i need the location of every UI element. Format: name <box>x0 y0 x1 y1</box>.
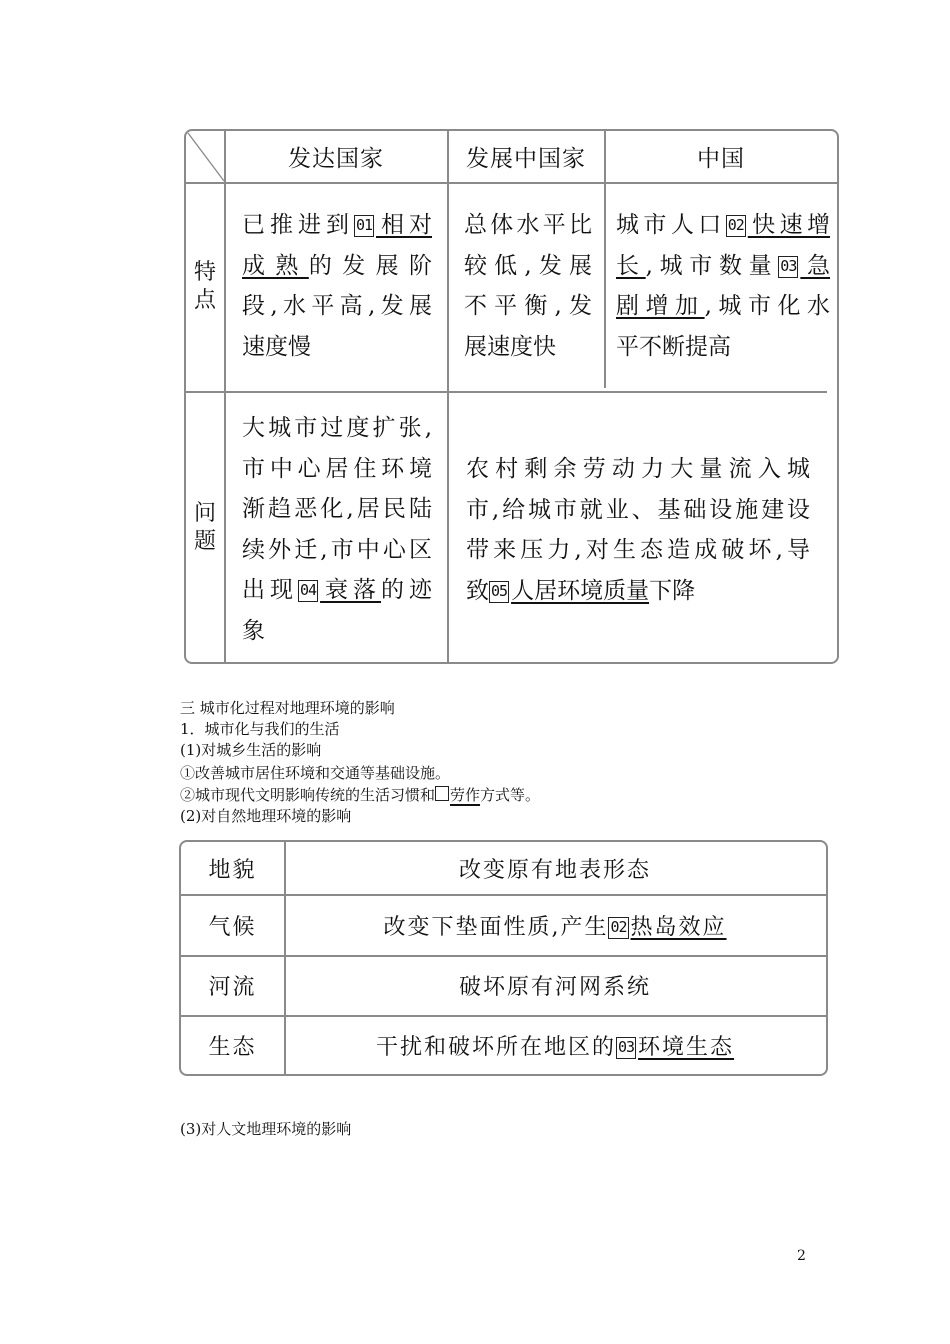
answer-number-box: 01 <box>354 215 374 237</box>
row-label-features: 特点 <box>193 260 216 313</box>
cell-text: 致 <box>466 577 489 604</box>
answer-text: 衰落 <box>320 577 382 603</box>
cell-text: 改变原有地表形态 <box>458 857 651 883</box>
answer-box <box>435 786 449 801</box>
answer-number-box: 05 <box>489 581 509 603</box>
cell-line <box>242 611 432 652</box>
row-value <box>284 970 826 1001</box>
cell-line <box>242 327 432 368</box>
page-number: 2 <box>797 1248 806 1264</box>
row-value <box>284 1030 826 1061</box>
subheading-human-environment: (3)对人文地理环境的影响 <box>180 1120 352 1138</box>
cell-text: 不平衡,发 <box>464 293 592 319</box>
cell-text: ,城市化水 <box>704 293 831 319</box>
row-label: 河流 <box>208 975 257 1000</box>
subheading-city-life: 1．城市化与我们的生活 <box>180 720 340 738</box>
cell-line <box>242 489 432 530</box>
cell-text: 市中心居住环境 <box>242 455 432 482</box>
cell-text: 已推进到 <box>242 212 354 238</box>
cell-text: 农村剩余劳动力大量流入城 <box>466 456 810 482</box>
cell-line <box>464 286 592 327</box>
answer-number-box: 04 <box>298 580 318 602</box>
cell-line <box>242 570 432 611</box>
section-title: 三 城市化过程对地理环境的影响 <box>180 699 395 717</box>
cell-line <box>464 205 592 246</box>
cell-text: 下降 <box>649 577 696 604</box>
row-label: 地貌 <box>208 857 257 883</box>
list-item-2: ②城市现代文明影响传统的生活习惯和 劳作方式等。 <box>180 786 541 804</box>
cell-text: 速度慢 <box>242 333 311 360</box>
table-row <box>181 956 826 1015</box>
answer-text: 环境生态 <box>638 1034 735 1060</box>
table-row <box>181 1016 826 1074</box>
table-row <box>181 842 826 894</box>
header-developed: 发达国家 <box>288 145 384 172</box>
answer-text: 热岛效应 <box>630 914 727 940</box>
answer-number-box: 02 <box>608 917 628 939</box>
corner-diagonal <box>186 131 226 183</box>
answer-text: 急 <box>800 252 831 279</box>
answer-number-box: 03 <box>616 1037 636 1059</box>
cell-line <box>616 246 830 287</box>
cell-text: ,城市数量 <box>645 252 779 279</box>
answer-text: 成熟 <box>242 252 309 279</box>
answer-text: 剧增加 <box>616 293 705 319</box>
subheading-urban-rural-life: (1)对城乡生活的影响 <box>180 741 322 759</box>
answer-number-box: 02 <box>726 215 746 237</box>
header-china: 中国 <box>697 145 745 172</box>
row-divider <box>186 391 827 393</box>
column-divider <box>447 131 449 662</box>
answer-text: 相对 <box>376 212 433 238</box>
cell-line <box>464 327 592 368</box>
row-value <box>284 853 826 884</box>
cell-text: 市,给城市就业、基础设施建设 <box>466 496 810 523</box>
cell-text: 总体水平比 <box>464 212 592 238</box>
cell-line <box>616 327 830 368</box>
row-value <box>284 910 826 941</box>
cell-text: 平不断提高 <box>616 333 731 360</box>
cell-line <box>616 205 830 246</box>
cell-text: 带来压力,对生态造成破坏,导 <box>466 537 810 563</box>
cell-problems-developed <box>242 408 432 651</box>
answer-text: 人居环境质量 <box>511 577 650 604</box>
column-divider <box>224 131 226 662</box>
row-label-problems: 问题 <box>193 501 216 554</box>
natural-environment-impact-table <box>179 840 828 1076</box>
cell-line <box>616 286 830 327</box>
cell-line <box>466 571 810 612</box>
cell-line <box>242 246 432 287</box>
table-row <box>181 895 826 955</box>
cell-text: 展速度快 <box>464 333 556 360</box>
cell-problems-developing-china <box>466 449 810 611</box>
row-label: 气候 <box>208 914 257 940</box>
cell-features-developed <box>242 205 432 367</box>
cell-features-developing <box>464 205 592 367</box>
row-label: 生态 <box>208 1034 257 1060</box>
cell-text: 的迹 <box>381 577 433 603</box>
cell-line <box>242 205 432 246</box>
cell-text: 的发展阶 <box>308 252 433 279</box>
cell-line <box>242 530 432 571</box>
cell-line <box>242 449 432 490</box>
cell-text: 干扰和破坏所在地区的 <box>375 1034 616 1060</box>
cell-text: 大城市过度扩张, <box>242 415 432 441</box>
answer-text: 劳作 <box>450 786 481 804</box>
cell-text: 续外迁,市中心区 <box>242 536 432 563</box>
answer-text: 长 <box>616 252 646 279</box>
row-divider <box>186 182 837 184</box>
cell-text: 出现 <box>242 577 298 603</box>
cell-text: 改变下垫面性质,产生 <box>383 914 609 940</box>
cell-line <box>466 530 810 571</box>
cell-line <box>466 490 810 531</box>
cell-text: 城市人口 <box>616 212 726 238</box>
answer-text: 快速增 <box>747 212 831 238</box>
subheading-natural-environment: (2)对自然地理环境的影响 <box>180 807 352 825</box>
cell-line <box>466 449 810 490</box>
cell-text: 破坏原有河网系统 <box>458 975 651 1000</box>
cell-text: 段,水平高,发展 <box>242 293 432 319</box>
header-developing: 发展中国家 <box>466 145 586 172</box>
cell-features-china <box>616 205 830 367</box>
answer-number-box: 03 <box>778 256 798 278</box>
cell-text: 渐趋恶化,居民陆 <box>242 496 432 522</box>
cell-line <box>464 246 592 287</box>
cell-line <box>242 286 432 327</box>
urbanization-comparison-table <box>184 129 839 664</box>
cell-line <box>242 408 432 449</box>
cell-text: 较低,发展 <box>464 252 592 279</box>
list-item-1: ①改善城市居住环境和交通等基础设施。 <box>180 764 451 782</box>
cell-text: 象 <box>242 617 265 644</box>
